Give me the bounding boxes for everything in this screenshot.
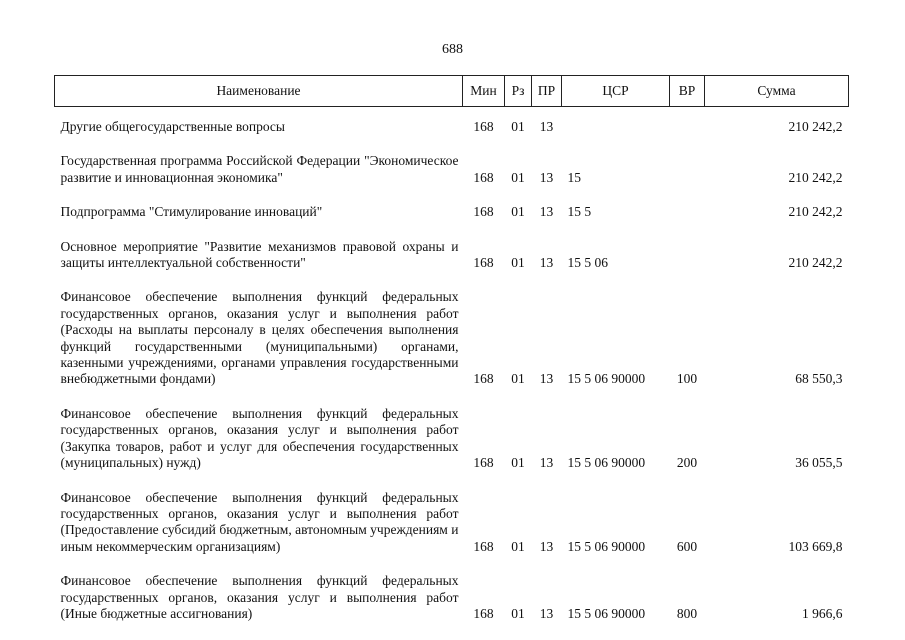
row-csr: 15 5 06 90000: [567, 538, 646, 554]
header-min: Мин: [463, 76, 505, 107]
row-vr: 100: [676, 371, 698, 387]
table-row: [55, 555, 849, 622]
row-min: 168: [473, 371, 494, 387]
table-row: [55, 221, 849, 272]
header-name: Наименование: [55, 76, 463, 107]
row-sum: 1 966,6: [802, 605, 843, 621]
row-pr: 13: [539, 204, 554, 220]
table-header: [55, 76, 849, 107]
table-row: [55, 271, 849, 387]
row-csr: 15 5 06: [567, 255, 608, 271]
header-sum: Сумма: [705, 76, 849, 107]
row-min: 168: [473, 605, 494, 621]
row-rz: 01: [511, 605, 525, 621]
row-sum: 210 242,2: [788, 255, 843, 271]
row-name: Финансовое обеспечение выполнения функций федеральных государственных органов, оказания услуг и выполнения работ (Закупка товаров, работ и услуг для обеспечения государственных (муниципальных) нужд): [60, 405, 459, 471]
row-name: Основное мероприятие "Развитие механизмов правовой охраны и защиты интеллектуальной собственности": [60, 238, 459, 271]
row-csr: 15 5: [567, 204, 592, 220]
row-rz: 01: [511, 119, 525, 134]
row-sum: 210 242,2: [788, 119, 843, 134]
row-min: 168: [473, 169, 494, 185]
row-vr: [670, 107, 705, 136]
row-name: Финансовое обеспечение выполнения функций федеральных государственных органов, оказания услуг и выполнения работ (Предоставление субсидий бюджетным, автономным учреждениям и иным некоммерческим организациям): [60, 489, 459, 554]
row-rz: 01: [511, 538, 525, 554]
row-min: 168: [473, 455, 494, 471]
row-pr: 13: [539, 605, 554, 621]
row-vr: 800: [676, 605, 698, 621]
row-name: Финансовое обеспечение выполнения функций федеральных государственных органов, оказания услуг и выполнения работ (Расходы на выплаты персоналу в целях обеспечения выполнения функций государственными (муниципальными) органами, казенными учреждениями, органами управления государственными внебюджетными фондами): [60, 289, 459, 387]
row-vr: [670, 221, 705, 272]
budget-table: [54, 75, 849, 622]
row-csr: 15 5 06 90000: [567, 455, 646, 471]
row-name: Другие общегосударственные вопросы: [60, 119, 285, 134]
row-csr: [562, 107, 670, 136]
row-rz: 01: [511, 455, 525, 471]
row-pr: 13: [539, 538, 554, 554]
table-row: [55, 186, 849, 220]
row-sum: 210 242,2: [788, 204, 843, 220]
row-min: 168: [473, 204, 494, 220]
row-vr: 200: [676, 455, 698, 471]
table-row: [55, 472, 849, 556]
row-pr: 13: [539, 169, 554, 185]
row-name: Подпрограмма "Стимулирование инноваций": [60, 204, 323, 220]
header-rz: Рз: [505, 76, 532, 107]
row-min: 168: [473, 255, 494, 271]
row-min: 168: [473, 119, 494, 134]
header-pr: ПР: [532, 76, 562, 107]
row-rz: 01: [511, 169, 525, 185]
row-csr: 15: [567, 169, 581, 185]
row-name: Государственная программа Российской Федерации "Экономическое развитие и инновационная экономика": [60, 153, 459, 185]
row-sum: 210 242,2: [788, 169, 843, 185]
table-body: [55, 107, 849, 623]
row-sum: 68 550,3: [795, 371, 843, 387]
table-row: [55, 388, 849, 472]
row-pr: 13: [539, 119, 554, 134]
table-row: [55, 107, 849, 136]
row-rz: 01: [511, 371, 525, 387]
row-sum: 103 669,8: [788, 538, 843, 554]
row-rz: 01: [511, 204, 525, 220]
row-vr: [670, 186, 705, 220]
row-vr: [670, 135, 705, 186]
header-csr: ЦСР: [562, 76, 670, 107]
table-row: [55, 135, 849, 186]
row-pr: 13: [539, 255, 554, 271]
row-csr: 15 5 06 90000: [567, 605, 646, 621]
page-number: 688: [442, 42, 463, 57]
row-rz: 01: [511, 255, 525, 271]
row-vr: 600: [676, 538, 698, 554]
row-pr: 13: [539, 371, 554, 387]
row-sum: 36 055,5: [795, 455, 843, 471]
header-vr: ВР: [670, 76, 705, 107]
row-pr: 13: [539, 455, 554, 471]
row-name: Финансовое обеспечение выполнения функций федеральных государственных органов, оказания услуг и выполнения работ (Иные бюджетные ассигнования): [60, 573, 459, 621]
row-csr: 15 5 06 90000: [567, 371, 646, 387]
row-min: 168: [473, 538, 494, 554]
